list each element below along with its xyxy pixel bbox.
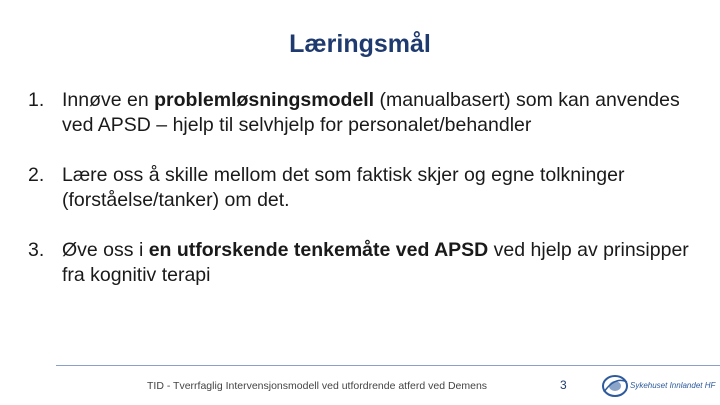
item-number: 3. — [28, 239, 45, 261]
page-number: 3 — [560, 378, 567, 392]
footer-divider — [56, 365, 720, 366]
slide-title: Læringsmål — [289, 30, 431, 58]
list-item — [28, 163, 708, 213]
item-text-bold: problemløsningsmodell — [154, 89, 375, 111]
list-item — [28, 88, 708, 138]
item-text-pre: Innøve en — [62, 89, 155, 111]
item-text: Lære oss å skille mellom det som faktisk skjer og egne tolkninger (forståelse/tanker) om det. — [62, 164, 625, 211]
footer-text: TID - Tverrfaglig Intervensjonsmodell ved utfordrende atferd ved Demens — [147, 380, 488, 392]
item-text-bold: en utforskende tenkemåte ved APSD — [148, 239, 489, 261]
logo-text: Sykehuset Innlandet HF — [630, 381, 716, 390]
item-number: 1. — [28, 89, 45, 111]
item-text-pre: Øve oss i — [62, 239, 149, 261]
item-number: 2. — [28, 164, 45, 186]
list-item — [28, 238, 708, 288]
item-text-post: (manualbasert) som kan anvendes ved APSD – hjelp til selvhjelp for personalet/behandler — [62, 89, 680, 136]
learning-goals-list — [28, 88, 708, 313]
item-text-post: ved hjelp av prinsipper fra kognitiv terapi — [62, 239, 689, 286]
